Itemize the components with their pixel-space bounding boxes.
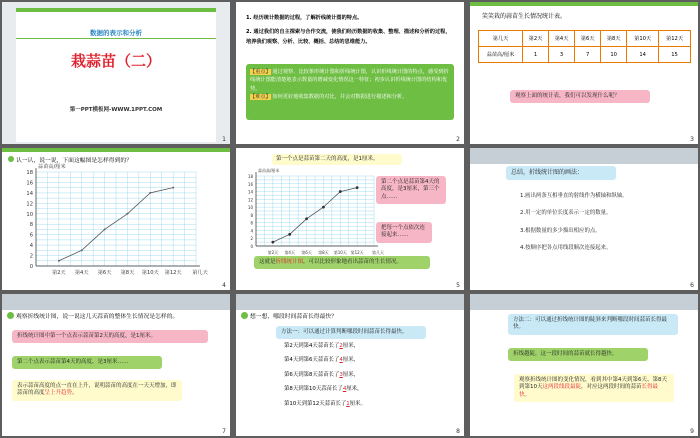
list-item: 2.用一定的单位长度表示一定的数量。 [520, 210, 612, 217]
calc-unit: 厘米， [342, 357, 360, 364]
y-tick-label: 14 [247, 189, 253, 195]
table-cell: 第4天 [549, 31, 575, 47]
calc-value: 4 [339, 357, 343, 364]
y-tick-label: 12 [247, 197, 253, 203]
y-tick-label: 8 [29, 222, 33, 229]
slide-4-thumbnail[interactable] [2, 148, 230, 290]
slide-2-thumbnail[interactable] [236, 2, 464, 144]
speech-bubble: 观察上面的统计表，我们可以发现什么呢？ [510, 90, 650, 103]
x-tick-label: 第2天 [267, 250, 279, 255]
table-row [479, 47, 691, 63]
list-item [284, 373, 366, 378]
slide-number: 5 [456, 282, 460, 289]
table-cell: 第几天 [479, 31, 523, 47]
calc-text: 第10天到第12天蒜苗长了 [284, 400, 347, 407]
x-tick-label: 第4天 [284, 250, 295, 255]
fastest-text: 。 [524, 391, 531, 398]
data-point [104, 228, 106, 230]
slide-3-thumbnail[interactable] [470, 2, 698, 144]
calc-text: 第4天到第6天蒜苗长了 [284, 357, 340, 364]
table-cell: 蒜苗高/厘米 [479, 47, 523, 63]
y-tick-label: 8 [250, 212, 253, 218]
table-cell: 第10天 [627, 31, 659, 47]
y-tick-label: 10 [247, 205, 253, 211]
x-tick-label: 第6天 [301, 250, 312, 255]
calc-list [284, 344, 366, 407]
data-point [271, 241, 274, 244]
table-cell: 第12天 [659, 31, 691, 47]
top-bar [470, 294, 698, 310]
key-points-box [246, 64, 454, 120]
slide-6-thumbnail[interactable] [470, 148, 698, 290]
data-point [305, 217, 308, 220]
table-cell: 10 [601, 47, 627, 63]
y-tick-label: 6 [250, 220, 253, 226]
subtitle: 数据的表示和分析 [90, 29, 142, 37]
question: 认一认，说一说，下面这幅图是怎样得到的？ [16, 158, 132, 164]
y-tick-label: 2 [250, 236, 253, 242]
top-bar [470, 2, 698, 6]
steps-list [520, 194, 628, 252]
list-item [284, 358, 366, 363]
page-title: 栽蒜苗（二） [70, 52, 161, 70]
y-axis-label: 蒜苗高/厘米 [38, 164, 66, 170]
calc-text: 第2天到第4天蒜苗长了 [284, 343, 340, 349]
growth-table [478, 30, 691, 63]
fastest-highlight: 长得最快 [519, 384, 659, 398]
bullet-icon [7, 312, 14, 319]
slide-number: 9 [690, 428, 694, 435]
top-bar [2, 294, 230, 310]
conclusion-highlight: 折线统计图 [275, 259, 304, 265]
y-tick-label: 6 [29, 232, 33, 239]
calc-text: 第6天到第8天蒜苗长了 [284, 371, 340, 378]
x-axis-label: 第几天 [372, 250, 384, 255]
line-chart [2, 160, 230, 290]
conclusion-text: 这就是 [259, 259, 276, 265]
data-point [288, 233, 291, 236]
callout-first-point: 第一个点是蒜苗第二天的高度，是1厘米。 [272, 154, 402, 165]
data-point [149, 192, 151, 194]
callout-conclusion [254, 256, 430, 269]
tag-key: 【重点】 [250, 69, 271, 75]
x-axis-label: 第几天 [192, 270, 208, 276]
calc-value: 1 [346, 400, 350, 407]
y-tick-label: 14 [26, 190, 33, 197]
y-tick-label: 4 [29, 243, 33, 250]
y-tick-label: 16 [247, 181, 253, 187]
callout-steepness: 折线越陡，这一段时间的蒜苗就长得越快。 [508, 348, 648, 361]
list-item: 4.按顺序把各点用线段顺次连接起来。 [520, 245, 612, 252]
table-cell: 第8天 [601, 31, 627, 47]
table-cell: 15 [659, 47, 691, 63]
callout-fastest [514, 374, 674, 402]
data-point [58, 260, 60, 262]
y-tick-label: 2 [29, 253, 33, 260]
key-text: 通过观察、比较条形统计图和折线统计图，认识折线统计图的特点，感受到折线统计图能清楚地表示数量的增减变化情况这一特征；初步认识折线统计图的结构和优势。 [250, 69, 449, 92]
y-tick-label: 4 [250, 228, 253, 234]
trend-highlight: 呈上升趋势 [44, 390, 73, 397]
slide-number: 4 [222, 282, 226, 289]
slide-number: 6 [690, 282, 694, 289]
data-point [172, 187, 174, 189]
calc-text: 第8天到第10天蒜苗长了 [284, 386, 343, 393]
x-tick-label: 第10天 [333, 250, 347, 255]
fastest-highlight: 这两段线段最陡 [542, 384, 582, 391]
slide-8-thumbnail[interactable] [236, 294, 464, 436]
calc-unit: 厘米， [346, 386, 363, 393]
data-point [339, 190, 342, 193]
y-tick-label: 10 [26, 211, 33, 218]
data-point [356, 186, 359, 189]
title-underline [16, 38, 216, 39]
x-tick-label: 第2天 [52, 270, 66, 276]
slide-7-thumbnail[interactable] [2, 294, 230, 436]
list-item [284, 387, 366, 392]
top-bar [2, 148, 230, 152]
trend-text: 表示蒜苗高度的点一直在上升，说明蒜苗的高度在一天天增加，即蒜苗的高度 [17, 383, 177, 397]
method-one: 方法一：可以通过计算判断哪段时间蒜苗长得最快。 [276, 326, 426, 339]
list-item: 3.根据数量的多少描出相应的点。 [520, 227, 601, 234]
y-tick-label: 16 [26, 180, 33, 187]
calc-value: 3 [339, 371, 343, 378]
slide-number: 2 [456, 136, 460, 143]
list-item: 1.画出两条互相垂直的射线作为横轴和纵轴。 [520, 193, 628, 199]
callout-connect-points: 把每一个点依次连接起来…… [376, 222, 432, 243]
table-cell: 7 [575, 47, 601, 63]
table-cell: 第2天 [523, 31, 549, 47]
question: 想一想，哪段时间蒜苗长得最快？ [250, 314, 337, 320]
x-tick-label: 第6天 [97, 270, 112, 276]
data-point [81, 249, 83, 251]
difficult-text: 如何更好地收集数据的对比，并会对数据进行描述和分析。 [272, 93, 408, 100]
conclusion-text: ，可以比较形象地看出蒜苗的生长情况。 [303, 259, 403, 265]
data-point [322, 206, 325, 209]
bullet-icon [241, 312, 248, 319]
list-item [284, 344, 366, 349]
slide-number: 1 [222, 136, 226, 143]
table-cell: 第6天 [575, 31, 601, 47]
slide-1-thumbnail[interactable] [2, 2, 230, 144]
summary-heading: 总结，折线统计图的画法： [506, 166, 616, 180]
callout-second-point: 第二个点是蒜苗第4天的高度，是3厘米，第三个点…… [376, 176, 446, 204]
data-point [126, 213, 128, 215]
fastest-text: 观察折线统计图的变化情况，看到其中第4天到第6天、第8天到第10天 [519, 377, 667, 391]
method-two: 方法二：可以通过折线统计图的陡斜来判断哪段时间蒜苗长得最快。 [508, 314, 678, 335]
table-cell: 1 [523, 47, 549, 63]
tag-difficult: 【难点】 [250, 93, 271, 100]
calc-unit: 厘米。 [349, 400, 366, 407]
callout-second-point: 第二个点表示蒜苗第4天的高度，是3厘米…… [12, 356, 162, 369]
x-tick-label: 第8天 [120, 270, 135, 276]
y-tick-label: 18 [247, 174, 253, 179]
table-cell: 14 [627, 47, 659, 63]
site-text: 第一PPT模板网-WWW.1PPT.COM [69, 107, 163, 113]
fastest-text: ，对应这两段时间的蒜苗 [581, 384, 642, 391]
top-bar [236, 294, 464, 310]
x-tick-label: 第8天 [318, 250, 329, 255]
trend-text: 。 [72, 390, 78, 397]
y-axis-label: 蒜苗高/厘米 [258, 168, 280, 173]
calc-unit: 厘米， [342, 343, 360, 349]
table-cell: 3 [549, 47, 575, 63]
top-bar [470, 148, 698, 164]
y-tick-label: 0 [29, 264, 33, 270]
slide-number: 7 [222, 428, 226, 435]
x-tick-label: 第12天 [164, 270, 182, 276]
table-heading: 笑笑栽的蒜苗生长情况统计表。 [482, 13, 567, 20]
callout-trend [12, 380, 182, 401]
x-tick-label: 第12天 [350, 250, 364, 255]
table-row [479, 31, 691, 47]
callout-first-point: 折线统计图中第一个点表示蒜苗第2天的高度，是1厘米。 [12, 330, 208, 343]
goal-2: 2. 通过我们的自主探索与合作交流，使我们经历数据的收集、整理、描述和分析的过程，培养我们观察、分析、比较、概括、总结的思维能力。 [246, 29, 451, 45]
calc-unit: 厘米， [342, 371, 360, 378]
slide-5-thumbnail[interactable] [236, 148, 464, 290]
y-tick-label: 18 [26, 170, 33, 176]
calc-value: 2 [339, 343, 343, 349]
x-tick-label: 第4天 [74, 270, 89, 276]
goal-1: 1. 经历统计数据的过程，了解折线统计图的特点。 [246, 15, 363, 21]
calc-value: 4 [342, 386, 347, 393]
slide-number: 8 [456, 428, 460, 435]
slide-number: 3 [690, 136, 694, 143]
x-tick-label: 第10天 [141, 270, 159, 276]
list-item [284, 402, 366, 407]
question: 观察折线统计图，说一说这几天蒜苗的整体生长情况是怎样的。 [16, 314, 179, 320]
slide-9-thumbnail[interactable] [470, 294, 698, 436]
y-tick-label: 0 [250, 244, 253, 249]
y-tick-label: 12 [26, 201, 33, 208]
